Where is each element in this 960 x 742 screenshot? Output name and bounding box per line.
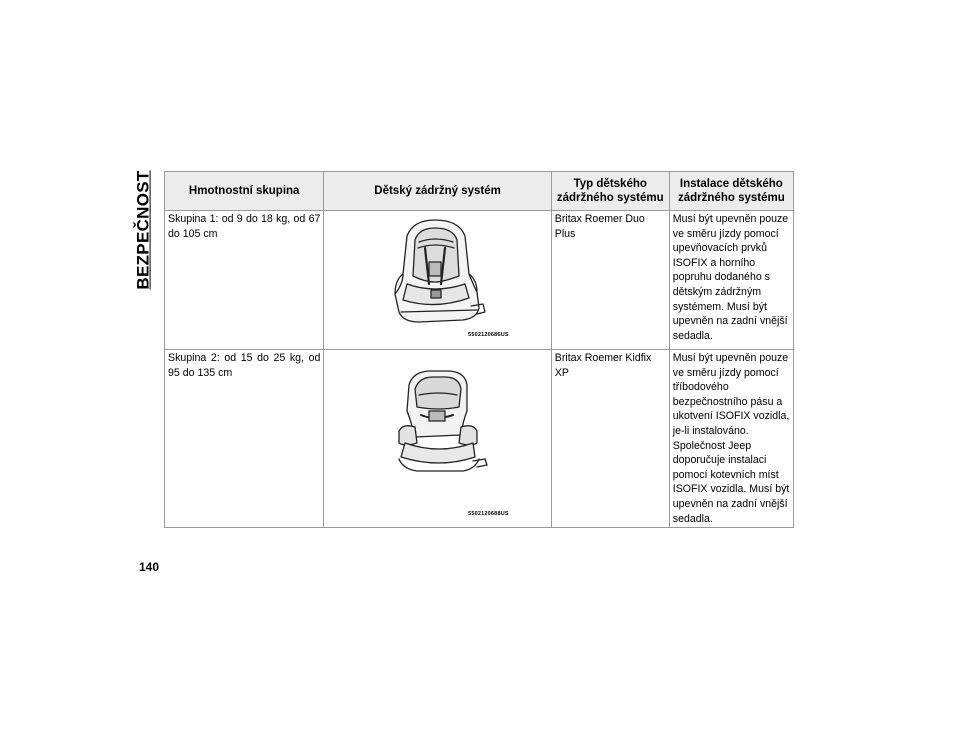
section-title <box>128 170 160 290</box>
restraint-image-cell <box>324 350 551 528</box>
weight-group-cell: Skupina 1: od 9 do 18 kg, od 67 do 105 cm <box>165 211 324 350</box>
header-restraint-installation: Instalace dětského zádržného systému <box>669 172 793 211</box>
image-code: 5502120686US <box>468 332 509 339</box>
table-header-row <box>165 172 794 211</box>
child-seat-duo-plus-icon <box>373 214 503 330</box>
restraint-installation-cell: Musí být upevněn pouze ve směru jízdy pomocí tříbodového bezpečnostního pásu a ukotvení ISOFIX vozidla, je-li instalováno. Společnost Jeep doporučuje instalaci pomocí kotevních míst ISOFIX vozidla. Musí být upevněn na zadní vnější sedadla. <box>669 350 793 528</box>
restraint-type-cell: Britax Roemer Duo Plus <box>551 211 669 350</box>
booster-seat-kidfix-icon <box>373 365 503 485</box>
header-restraint-type: Typ dětského zádržného systému <box>551 172 669 211</box>
page-number: 140 <box>139 560 160 574</box>
weight-group-cell: Skupina 2: od 15 do 25 kg, od 95 do 135 cm <box>165 350 324 528</box>
restraint-type-cell: Britax Roemer Kidfix XP <box>551 350 669 528</box>
table-row <box>165 350 794 528</box>
section-title-text: BEZPEČNOST <box>134 170 153 290</box>
table-row <box>165 211 794 350</box>
header-restraint-system: Dětský zádržný systém <box>324 172 551 211</box>
child-seat-table <box>164 171 794 528</box>
restraint-installation-cell: Musí být upevněn pouze ve směru jízdy pomocí upevňovacích prvků ISOFIX a horního popruhu dodaného s dětským zádržným systémem. Musí být upevněn na zadní vnější sedadla. <box>669 211 793 350</box>
header-weight-group: Hmotnostní skupina <box>165 172 324 211</box>
image-code: 5502120688US <box>468 510 509 517</box>
restraint-image-cell <box>324 211 551 350</box>
